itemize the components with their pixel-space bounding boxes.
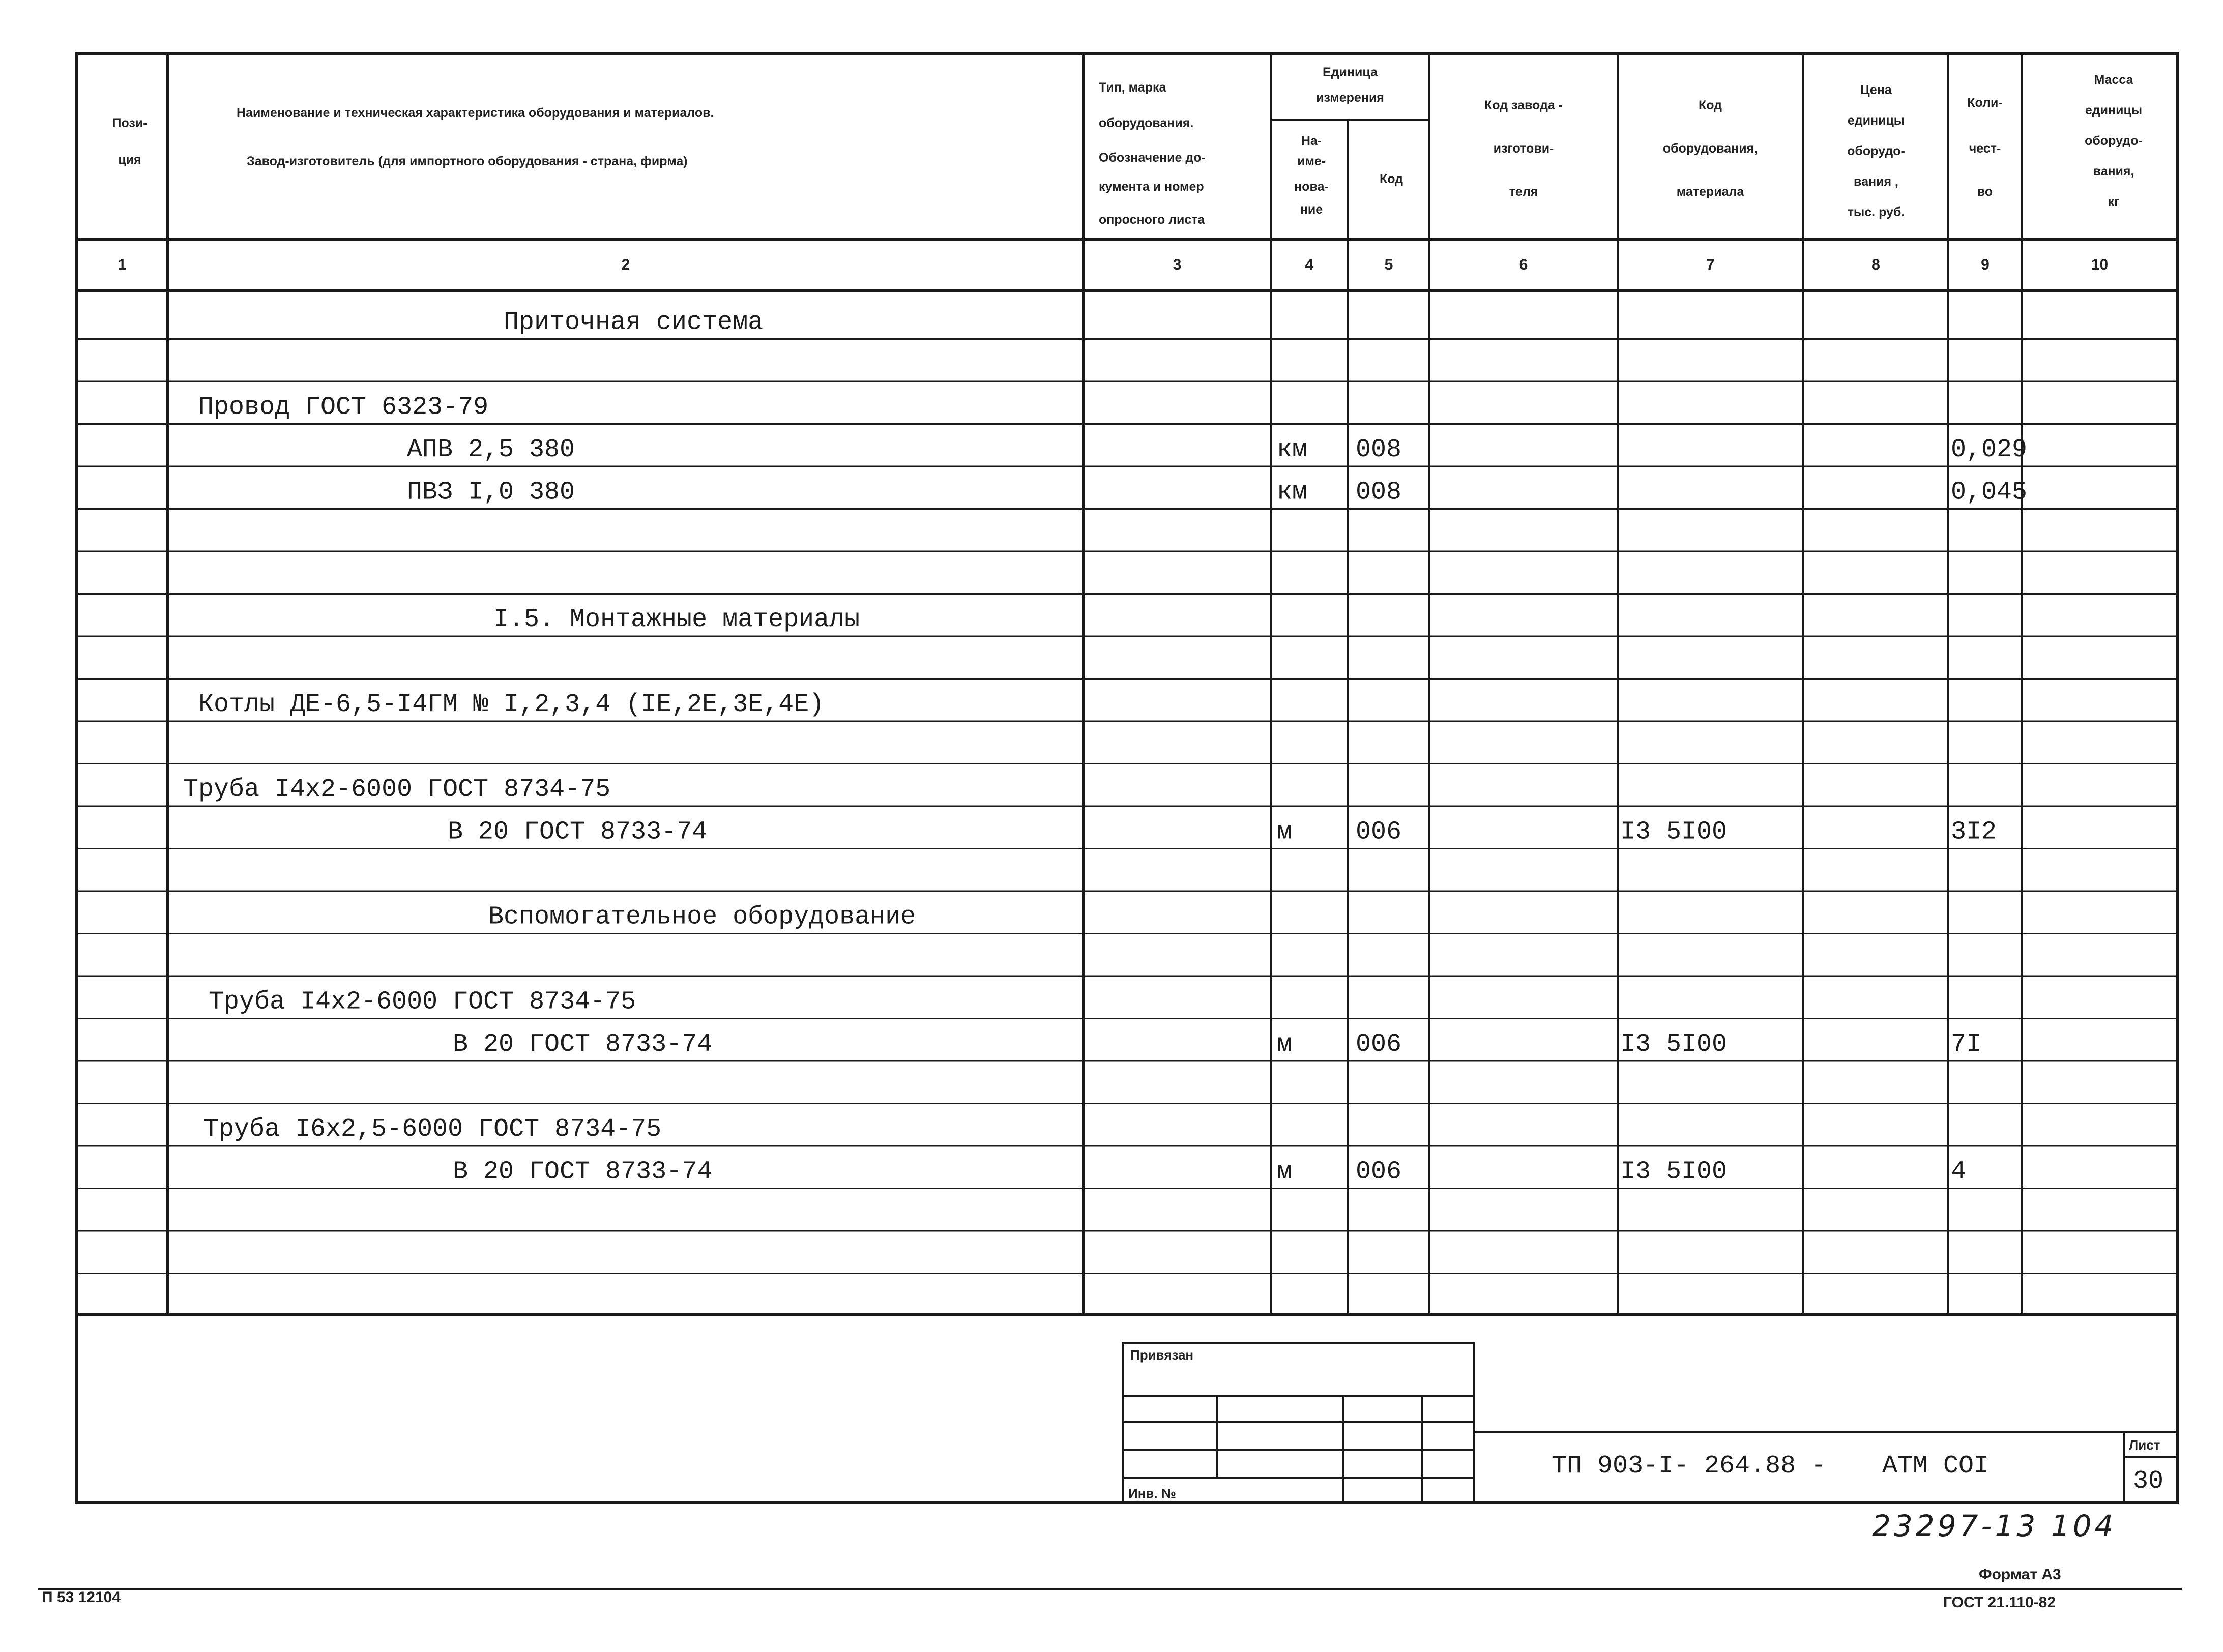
header-col7-l2: оборудования,	[1662, 141, 1758, 156]
row-name: В 20 ГОСТ 8733-74	[453, 1030, 713, 1059]
column-number: 2	[621, 256, 630, 273]
header-col4-l3: нова-	[1294, 180, 1329, 194]
column-number: 5	[1384, 256, 1393, 273]
row-unit-code: 006	[1356, 1030, 1402, 1059]
row-name: Котлы ДЕ-6,5-I4ГМ № I,2,3,4 (IE,2E,3E,4E)	[198, 690, 825, 719]
row-name: I.5. Монтажные материалы	[493, 605, 860, 634]
header-col8-l1: Цена	[1860, 83, 1892, 97]
row-material-code: I3 5I00	[1620, 1030, 1728, 1059]
footer-left-code: П 53 12104	[42, 1589, 121, 1606]
header-col7-l3: материала	[1676, 185, 1744, 199]
header-col2-l1: Наименование и техническая характеристика оборудования и материалов.	[237, 106, 714, 120]
column-number: 3	[1173, 256, 1182, 273]
row-unit: км	[1277, 435, 1308, 464]
row-quantity: 4	[1951, 1157, 1967, 1187]
row-unit: м	[1277, 817, 1293, 847]
row-name: Труба I4x2-6000 ГОСТ 8734-75	[209, 987, 636, 1017]
row-unit: км	[1277, 478, 1308, 507]
footer-format: Формат А3	[1979, 1566, 2061, 1583]
header-col10-l2: единицы	[2085, 103, 2143, 117]
column-numbers	[118, 256, 2109, 273]
header-col9-l1: Коли-	[1967, 96, 2003, 110]
header-col8-l5: тыс. руб.	[1847, 205, 1905, 219]
row-quantity: 7I	[1951, 1030, 1982, 1059]
header-col10-l4: вания,	[2093, 164, 2134, 179]
row-name: Труба I6x2,5-6000 ГОСТ 8734-75	[203, 1115, 662, 1144]
row-name: ПВЗ I,0 380	[407, 478, 575, 507]
header-col9-l3: во	[1977, 185, 1993, 199]
header-col3-l1: Тип, марка	[1099, 80, 1166, 95]
header-col10-l3: оборудо-	[2085, 134, 2143, 148]
sheet-label: Лист	[2129, 1437, 2160, 1453]
row-material-code: I3 5I00	[1620, 1157, 1728, 1187]
column-number: 10	[2091, 256, 2109, 273]
row-name: Провод ГОСТ 6323-79	[198, 393, 489, 422]
header-col6-l2: изготови-	[1493, 141, 1554, 156]
header-col6-l3: теля	[1509, 185, 1538, 199]
row-unit-code: 008	[1356, 478, 1402, 507]
column-number: 9	[1981, 256, 1990, 273]
header-col6-l1: Код завода -	[1484, 98, 1563, 112]
header-col5: Код	[1379, 172, 1403, 186]
header-col10-l1: Масса	[2094, 73, 2133, 87]
inv-number-label: Инв. №	[1128, 1486, 1176, 1501]
row-name: АПВ 2,5 380	[407, 435, 575, 464]
document-section: АТМ СОI	[1882, 1452, 1990, 1481]
header-col4-l1: На-	[1301, 134, 1322, 148]
row-quantity: 0,029	[1951, 435, 2028, 464]
header-col8-l4: вания ,	[1854, 174, 1898, 189]
header-col4-l2: име-	[1297, 154, 1326, 168]
document-code: ТП 903-I- 264.88 -	[1552, 1452, 1827, 1481]
header-col10-l5: кг	[2108, 195, 2120, 209]
row-name: Вспомогательное оборудование	[488, 902, 916, 932]
header-col3-l2: оборудования.	[1099, 116, 1194, 130]
column-number: 7	[1706, 256, 1715, 273]
privyazan-label: Привязан	[1130, 1347, 1194, 1363]
column-number: 6	[1519, 256, 1528, 273]
row-name: В 20 ГОСТ 8733-74	[453, 1157, 713, 1187]
header-col2-l2: Завод-изготовитель (для импортного оборудования - страна, фирма)	[247, 154, 688, 168]
header-col3-l5: опросного листа	[1099, 213, 1205, 227]
header-col3-l4: кумента и номер	[1099, 180, 1204, 194]
privyazan-stamp	[1123, 1343, 1474, 1503]
row-material-code: I3 5I00	[1620, 817, 1728, 847]
sheet-number: 30	[2133, 1467, 2164, 1496]
header-unit-l2: измерения	[1316, 91, 1384, 105]
header-col8-l3: оборудо-	[1847, 144, 1905, 158]
row-name: В 20 ГОСТ 8733-74	[448, 817, 708, 847]
header-unit-l1: Единица	[1323, 65, 1378, 79]
row-name: Труба I4x2-6000 ГОСТ 8734-75	[183, 775, 611, 804]
column-number: 8	[1871, 256, 1880, 273]
header-col1-l2: ция	[118, 153, 141, 167]
row-unit: м	[1277, 1157, 1293, 1187]
table-header	[112, 65, 2142, 227]
row-name: Приточная система	[504, 308, 764, 337]
header-col1-l1: Пози-	[112, 116, 148, 130]
column-number: 4	[1305, 256, 1314, 273]
handwritten-number: 23297-13 104	[1872, 1509, 2117, 1543]
row-unit-code: 006	[1356, 817, 1402, 847]
row-quantity: 3I2	[1951, 817, 1997, 847]
row-unit-code: 006	[1356, 1157, 1402, 1187]
column-number: 1	[118, 256, 127, 273]
row-quantity: 0,045	[1951, 478, 2028, 507]
header-col4-l4: ние	[1300, 202, 1323, 217]
row-unit-code: 008	[1356, 435, 1402, 464]
header-col3-l3: Обозначение до-	[1099, 151, 1206, 165]
header-col8-l2: единицы	[1847, 113, 1905, 128]
row-unit: м	[1277, 1030, 1293, 1059]
footer-gost: ГОСТ 21.110-82	[1943, 1594, 2056, 1611]
header-col9-l2: чест-	[1969, 141, 2001, 156]
header-col7-l1: Код	[1698, 98, 1722, 112]
table-body	[183, 308, 2027, 1187]
